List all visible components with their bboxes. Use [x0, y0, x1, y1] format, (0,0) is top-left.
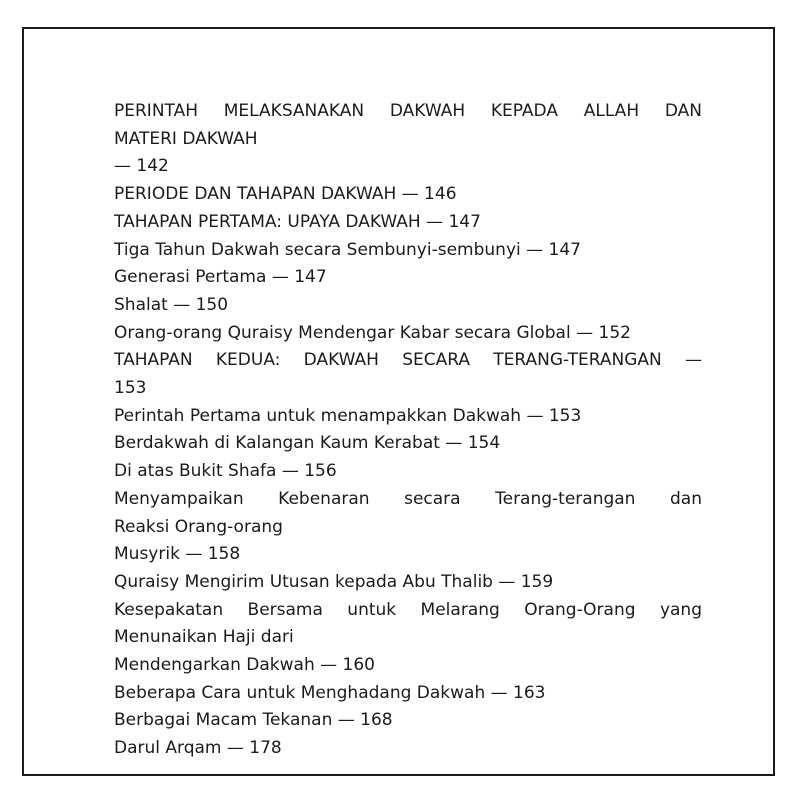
toc-line: Shalat — 150: [114, 294, 229, 315]
toc-line: Musyrik — 158: [114, 544, 241, 565]
toc-line: Berdakwah di Kalangan Kaum Kerabat — 154: [114, 433, 501, 454]
toc-line: PERIODE DAN TAHAPAN DAKWAH — 146: [114, 184, 457, 205]
toc-line: 153: [114, 378, 147, 399]
toc-line: TAHAPAN PERTAMA: UPAYA DAKWAH — 147: [114, 211, 481, 232]
toc-line: Reaksi Orang-orang: [114, 516, 283, 537]
toc-line: Kesepakatan Bersama untuk Melarang Orang-Orang yang: [114, 599, 702, 620]
toc-line: Orang-orang Quraisy Mendengar Kabar secara Global — 152: [114, 322, 631, 343]
toc-line: Beberapa Cara untuk Menghadang Dakwah — 163: [114, 682, 546, 703]
table-of-contents: [114, 98, 702, 763]
toc-line: PERINTAH MELAKSANAKAN DAKWAH KEPADA ALLAH DAN: [114, 101, 702, 121]
toc-line: Mendengarkan Dakwah — 160: [114, 655, 375, 676]
toc-line: Menunaikan Haji dari: [114, 627, 294, 648]
toc-line: MATERI DAKWAH: [114, 128, 258, 149]
toc-line: Generasi Pertama — 147: [114, 267, 327, 288]
toc-line: Darul Arqam — 178: [114, 738, 282, 759]
toc-line: Tiga Tahun Dakwah secara Sembunyi-sembunyi — 147: [114, 239, 581, 260]
toc-line: Quraisy Mengirim Utusan kepada Abu Thalib — 159: [114, 571, 554, 592]
toc-line: Perintah Pertama untuk menampakkan Dakwah — 153: [114, 405, 582, 426]
toc-line: Menyampaikan Kebenaran secara Terang-terangan dan: [114, 488, 702, 509]
toc-line: Di atas Bukit Shafa — 156: [114, 461, 337, 482]
toc-line: Berbagai Macam Tekanan — 168: [114, 710, 393, 731]
toc-line: TAHAPAN KEDUA: DAKWAH SECARA TERANG-TERANGAN —: [114, 350, 702, 371]
toc-line: — 142: [114, 156, 169, 177]
